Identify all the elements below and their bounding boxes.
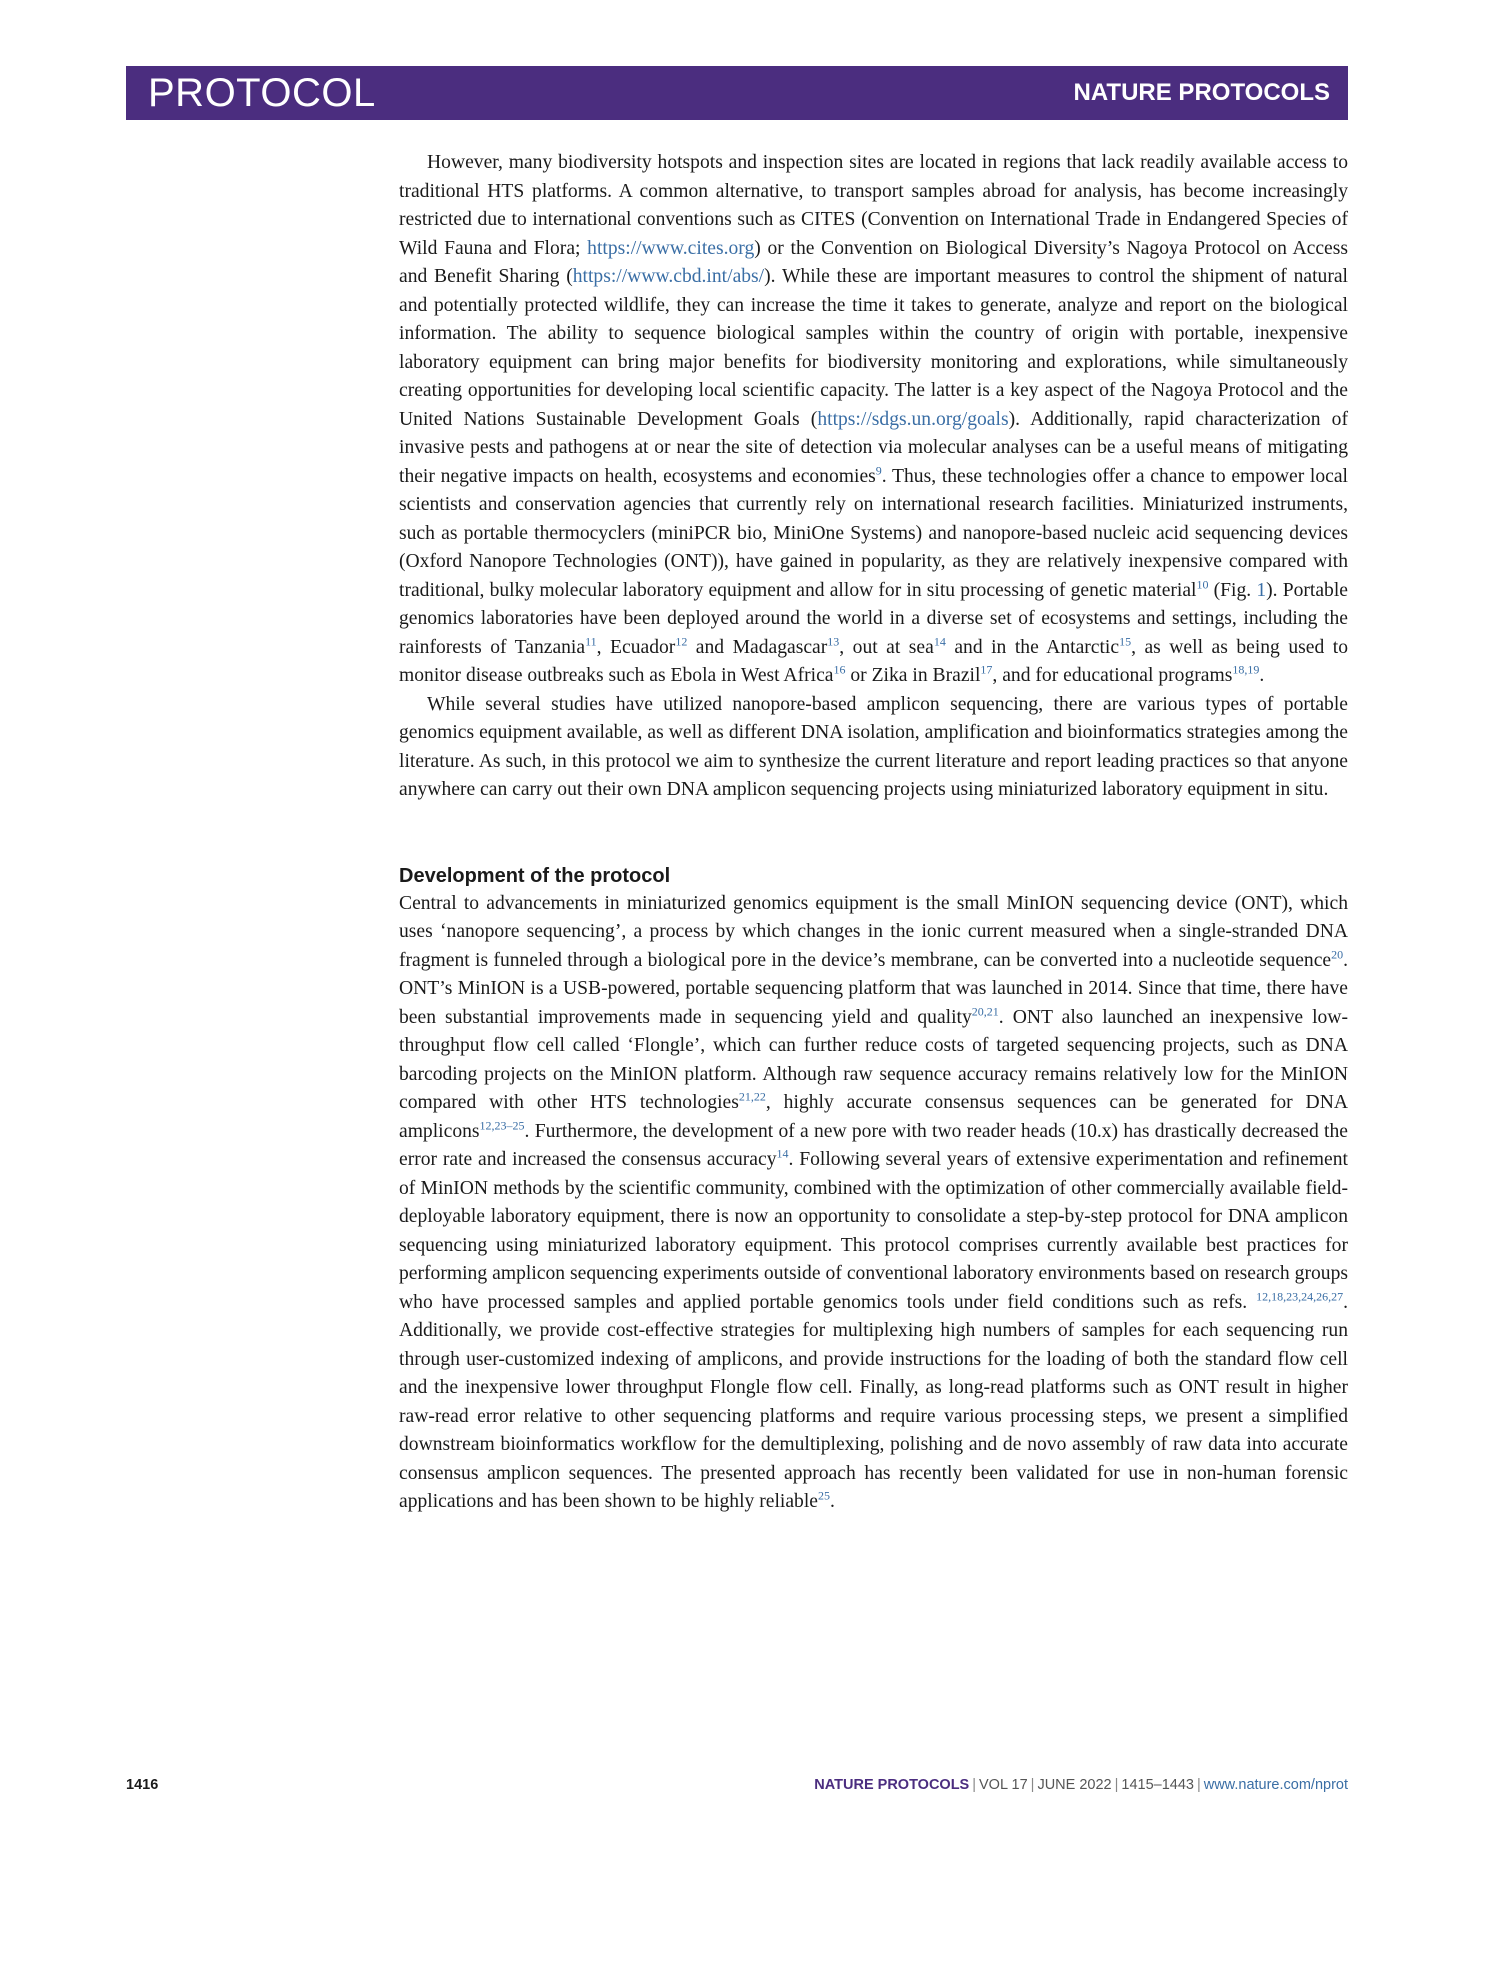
text-run: ). Portable genomics laboratories have been deployed around the world in a diverse set of ecosystems and settings, including the rainforests of Tanzania [399, 579, 1348, 658]
text-run: , out at sea [839, 636, 934, 658]
text-run: ). While these are important measures to control the shipment of natural and potentially protected wildlife, they can increase the time it takes to generate, analyze and report on the biological information. The ability to sequence biological samples within the country of origin with portable, inexpensive laboratory equipment can bring major benefits for biodiversity monitoring and explorations, while simultaneously creating opportunities for developing local scientific capacity. The latter is a key aspect of the Nagoya Protocol and the United Nations Sustainable Development Goals ( [399, 266, 1348, 430]
citation-reference[interactable]: 14 [776, 1146, 789, 1161]
footer-citation: NATURE PROTOCOLS | VOL 17 | JUNE 2022 | 1415–1443 | www.nature.com/nprot [814, 1777, 1348, 1793]
footer-date: JUNE 2022 [1037, 1777, 1112, 1793]
text-run: ). Additionally, rapid characterization of invasive pests and pathogens at or near the site of detection via molecular analyses can be a useful means of mitigating their negative impacts on health, ecosystems and economies [399, 408, 1348, 487]
paragraph [399, 149, 1348, 691]
citation-reference[interactable]: 12 [675, 633, 688, 648]
paragraph [399, 691, 1348, 805]
text-run: . [829, 1491, 835, 1512]
text-run: ) or the Convention on Biological Diversity’s Nagoya Protocol on Access and Benefit Sharing ( [399, 237, 1349, 287]
text-run: . Thus, these technologies offer a chance to empower local scientists and conservation agencies that currently rely on international research facilities. Miniaturized instruments, such as portable thermocyclers (miniPCR bio, MiniOne Systems) and nanopore-based nucleic acid sequencing devices (Oxford Nanopore Technologies (ONT)), have gained in popularity, as they are relatively inexpensive compared with traditional, bulky molecular laboratory equipment and allow for in situ processing of genetic material [399, 465, 1348, 601]
footer-journal: NATURE PROTOCOLS [814, 1777, 970, 1793]
citation-reference[interactable]: 21,22 [738, 1089, 766, 1104]
section-label: PROTOCOL [148, 71, 376, 115]
section-heading: Development of the protocol [399, 864, 671, 887]
citation-reference[interactable]: 17 [980, 662, 993, 677]
journal-name: NATURE PROTOCOLS [1073, 79, 1330, 106]
citation-reference[interactable]: 18,19 [1232, 662, 1260, 677]
text-run: . Additionally, we provide cost-effective strategies for multiplexing high numbers of samples for each sequencing run through user-customized indexing of amplicons, and provide instructions for the loading of both the standard flow cell and the inexpensive lower throughput Flongle flow cell. Finally, as long-read platforms such as ONT result in higher raw-read error relative to other sequencing platforms and require various processing steps, we present a simplified downstream bioinformatics workflow for the demultiplexing, polishing and de novo assembly of raw data into accurate consensus amplicon sequences. The presented approach has recently been validated for use in non-human forensic applications and has been shown to be highly reliable [399, 1291, 1348, 1512]
footer-pages: 1415–1443 [1121, 1777, 1194, 1793]
citation-reference[interactable]: 11 [585, 633, 597, 648]
inline-link[interactable]: https://www.cites.org [587, 237, 755, 259]
text-run: Central to advancements in miniaturized genomics equipment is the small MinION sequencing device (ONT), which uses ‘nanopore sequencing’, a process by which changes in the ionic current measured when a single-stranded DNA fragment is funneled through a biological pore in the device’s membrane, can be converted into a nucleotide sequence [399, 892, 1348, 971]
text-run: However, many biodiversity hotspots and inspection sites are located in regions that lack readily available access to traditional HTS platforms. A common alternative, to transport samples abroad for analysis, has become increasingly restricted due to international conventions such as CITES (Convention on International Trade in Endangered Species of Wild Fauna and Flora; [399, 152, 1348, 259]
text-run: . Furthermore, the development of a new pore with two reader heads (10.x) has drastically decreased the error rate and increased the consensus accuracy [399, 1120, 1348, 1170]
paragraph [399, 890, 1348, 1517]
citation-reference[interactable]: 20 [1331, 946, 1344, 961]
footer-url-link[interactable]: www.nature.com/nprot [1203, 1777, 1348, 1793]
inline-link[interactable]: 1 [1256, 579, 1267, 601]
citation-reference[interactable]: 25 [817, 1488, 830, 1503]
text-run: (Fig. [1208, 579, 1257, 601]
citation-reference[interactable]: 9 [875, 462, 882, 477]
citation-reference[interactable]: 13 [827, 633, 840, 648]
page-number: 1416 [126, 1777, 159, 1793]
citation-reference[interactable]: 12,18,23,24,26,27 [1256, 1288, 1344, 1303]
header-bar [126, 66, 1348, 120]
text-run: . ONT’s MinION is a USB-powered, portable sequencing platform that was launched in 2014. Since that time, there have been substantial improvements made in sequencing yield and quality [399, 949, 1348, 1028]
citation-reference[interactable]: 20,21 [971, 1003, 999, 1018]
text-run: , and for educational programs [992, 665, 1233, 686]
text-run: , Ecuador [596, 636, 676, 658]
citation-reference[interactable]: 12,23–25 [479, 1117, 525, 1132]
text-run: While several studies have utilized nanopore-based amplicon sequencing, there are various types of portable genomics equipment available, as well as different DNA isolation, amplification and bioinformatics strategies among the literature. As such, in this protocol we aim to synthesize the current literature and report leading practices so that anyone anywhere can carry out their own DNA amplicon sequencing projects using miniaturized laboratory equipment in situ. [399, 693, 1348, 800]
inline-link[interactable]: https://sdgs.un.org/goals [817, 408, 1009, 430]
text-run: and Madagascar [687, 636, 828, 658]
text-run: , as well as being used to monitor disease outbreaks such as Ebola in West Africa [399, 636, 1348, 686]
text-run: or Zika in Brazil [845, 665, 981, 686]
text-run: , highly accurate consensus sequences can be generated for DNA amplicons [399, 1092, 1348, 1142]
inline-link[interactable]: https://www.cbd.int/abs/ [572, 266, 765, 287]
citation-reference[interactable]: 14 [933, 633, 946, 648]
citation-reference[interactable]: 16 [833, 662, 846, 677]
article-body [399, 149, 1348, 1517]
footer-volume: VOL 17 [979, 1777, 1028, 1793]
text-run: . ONT also launched an inexpensive low-throughput flow cell called ‘Flongle’, which can further reduce costs of targeted sequencing projects, such as DNA barcoding projects on the MinION platform. Although raw sequence accuracy remains relatively low for the MinION compared with other HTS technologies [399, 1006, 1349, 1113]
text-run: . Following several years of extensive experimentation and refinement of MinION methods by the scientific community, combined with the optimization of other commercially available field-deployable laboratory equipment, there is now an opportunity to consolidate a step-by-step protocol for DNA amplicon sequencing using miniaturized laboratory equipment. This protocol comprises currently available best practices for performing amplicon sequencing experiments outside of conventional laboratory environments based on research groups who have processed samples and applied portable genomics tools under field conditions such as refs. [399, 1149, 1348, 1313]
text-run: . [1259, 665, 1265, 686]
citation-reference[interactable]: 15 [1119, 633, 1132, 648]
text-run: and in the Antarctic [945, 636, 1120, 658]
citation-reference[interactable]: 10 [1196, 576, 1209, 591]
